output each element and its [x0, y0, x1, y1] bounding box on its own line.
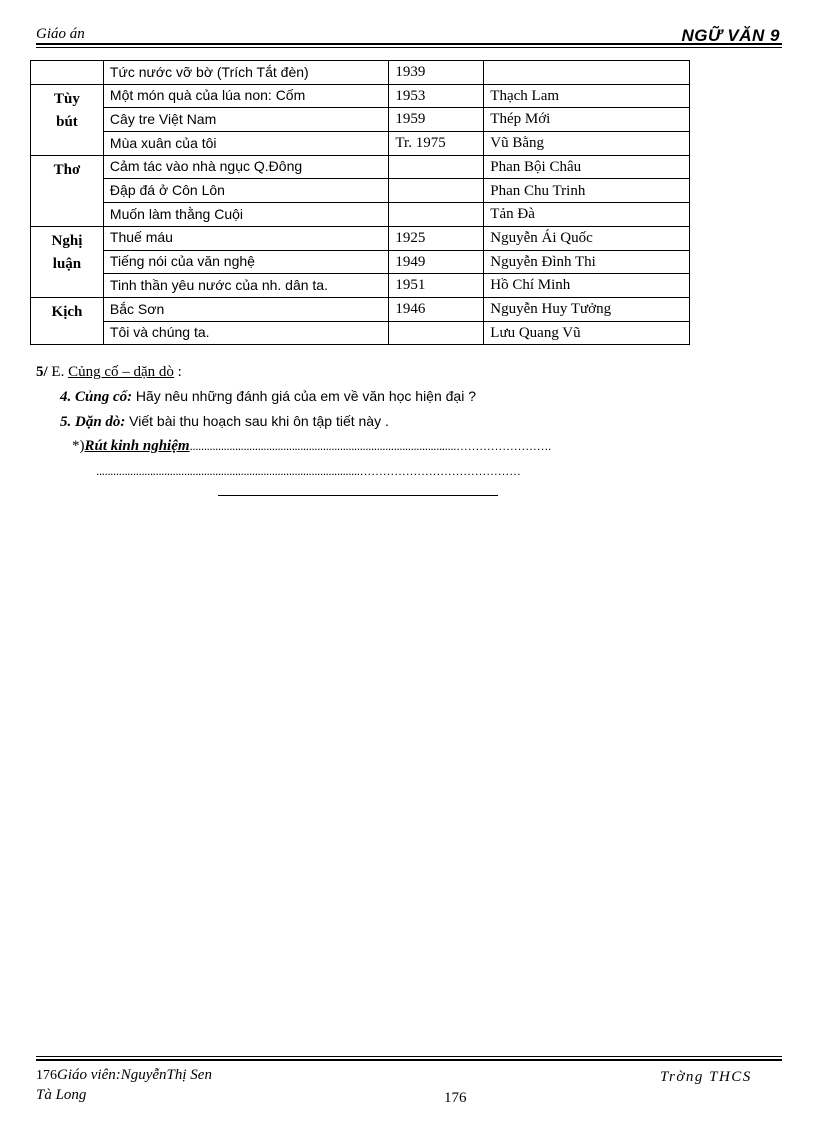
year-cell — [389, 203, 484, 227]
author-cell: Phan Chu Trinh — [484, 179, 690, 203]
experience-label: Rút kinh nghiệm — [84, 438, 190, 454]
table-row — [31, 108, 690, 132]
table-row — [31, 226, 690, 250]
table-row — [31, 203, 690, 227]
item-4-label: 4. Củng cố: — [60, 389, 133, 405]
table-row — [31, 321, 690, 345]
work-cell: Thuế máu — [103, 226, 389, 250]
header-right-title: NGỮ VĂN 9 — [681, 26, 780, 45]
author-cell: Thạch Lam — [484, 84, 690, 108]
author-cell: Nguyễn Ái Quốc — [484, 226, 690, 250]
year-cell — [389, 155, 484, 179]
experience-line — [72, 438, 551, 455]
work-cell: Một món quà của lúa non: Cốm — [103, 84, 389, 108]
genre-label-line: Thơ — [53, 161, 81, 178]
experience-prefix: *) — [72, 438, 85, 454]
item-4-text: Hãy nêu những đánh giá của em về văn học hiện đại ? — [135, 388, 477, 404]
item-5-text: Viết bài thu hoạch sau khi ôn tập tiết này . — [129, 413, 389, 429]
header-rule — [36, 43, 782, 48]
table-row — [31, 132, 690, 156]
year-cell: Tr. 1975 — [389, 132, 484, 156]
author-cell: Nguyễn Đình Thi — [484, 250, 690, 274]
work-cell: Cây tre Việt Nam — [103, 108, 389, 132]
experience-dots-line-2: .............................................................................................…………………………………… — [96, 464, 521, 478]
genre-cell-empty — [31, 61, 104, 85]
year-cell — [389, 179, 484, 203]
work-cell: Tức nước vỡ bờ (Trích Tắt đèn) — [103, 61, 389, 85]
table-row — [31, 274, 690, 298]
table-row — [31, 179, 690, 203]
author-cell: Tản Đà — [484, 203, 690, 227]
year-cell: 1949 — [389, 250, 484, 274]
section-letter: E. — [51, 364, 65, 380]
author-cell — [484, 61, 690, 85]
section-number: 5/ — [36, 364, 48, 380]
author-cell: Vũ Bằng — [484, 132, 690, 156]
table-row — [31, 250, 690, 274]
genre-label-line: luận — [52, 256, 82, 273]
year-cell: 1946 — [389, 297, 484, 321]
genre-cell-kich — [31, 297, 104, 344]
item-4-consolidation — [60, 388, 476, 406]
year-cell: 1953 — [389, 84, 484, 108]
section-title: Củng cố – dặn dò — [68, 364, 174, 380]
work-cell: Đập đá ở Côn Lôn — [103, 179, 389, 203]
end-divider — [218, 495, 498, 496]
work-cell: Tinh thần yêu nước của nh. dân ta. — [103, 274, 389, 298]
item-5-homework — [60, 413, 389, 431]
item-5-label: 5. Dặn dò: — [60, 414, 126, 430]
work-cell: Tiếng nói của văn nghệ — [103, 250, 389, 274]
year-cell: 1959 — [389, 108, 484, 132]
year-cell: 1939 — [389, 61, 484, 85]
genre-label-line: Tùy — [54, 90, 80, 107]
year-cell: 1951 — [389, 274, 484, 298]
footer-teacher-name: Giáo viên:NguyễnThị Sen — [57, 1067, 212, 1083]
work-cell: Muốn làm thằng Cuội — [103, 203, 389, 227]
genre-cell-tuy-but — [31, 84, 104, 155]
genre-cell-tho — [31, 155, 104, 226]
author-cell: Lưu Quang Vũ — [484, 321, 690, 345]
table-row — [31, 84, 690, 108]
footer-rule — [36, 1056, 782, 1061]
work-cell: Mùa xuân của tôi — [103, 132, 389, 156]
author-cell: Hồ Chí Minh — [484, 274, 690, 298]
footer-school: Trờng THCS — [660, 1069, 752, 1085]
section-e-heading — [36, 364, 182, 381]
table-row — [31, 155, 690, 179]
work-cell: Bắc Sơn — [103, 297, 389, 321]
footer-page-number: 176 — [444, 1090, 467, 1106]
author-cell: Thép Mới — [484, 108, 690, 132]
author-cell: Phan Bội Châu — [484, 155, 690, 179]
work-cell: Cảm tác vào nhà ngục Q.Đông — [103, 155, 389, 179]
table-row — [31, 61, 690, 85]
table-row — [31, 297, 690, 321]
genre-cell-nghi-luan — [31, 226, 104, 297]
footer-page-small: 176 — [36, 1068, 57, 1083]
year-cell — [389, 321, 484, 345]
footer-teacher — [36, 1066, 212, 1105]
section-suffix: : — [177, 364, 182, 380]
year-cell: 1925 — [389, 226, 484, 250]
work-cell: Tôi và chúng ta. — [103, 321, 389, 345]
genre-label-line: bút — [56, 113, 78, 130]
footer-place: Tà Long — [36, 1086, 87, 1103]
experience-dots: ..............................................................................................……………………. — [189, 439, 551, 453]
genre-label-line: Nghị — [51, 232, 83, 249]
author-cell: Nguyễn Huy Tưởng — [484, 297, 690, 321]
header-left-title: Giáo án — [36, 26, 85, 42]
literature-table — [30, 60, 690, 345]
genre-label-line: Kịch — [51, 303, 83, 320]
